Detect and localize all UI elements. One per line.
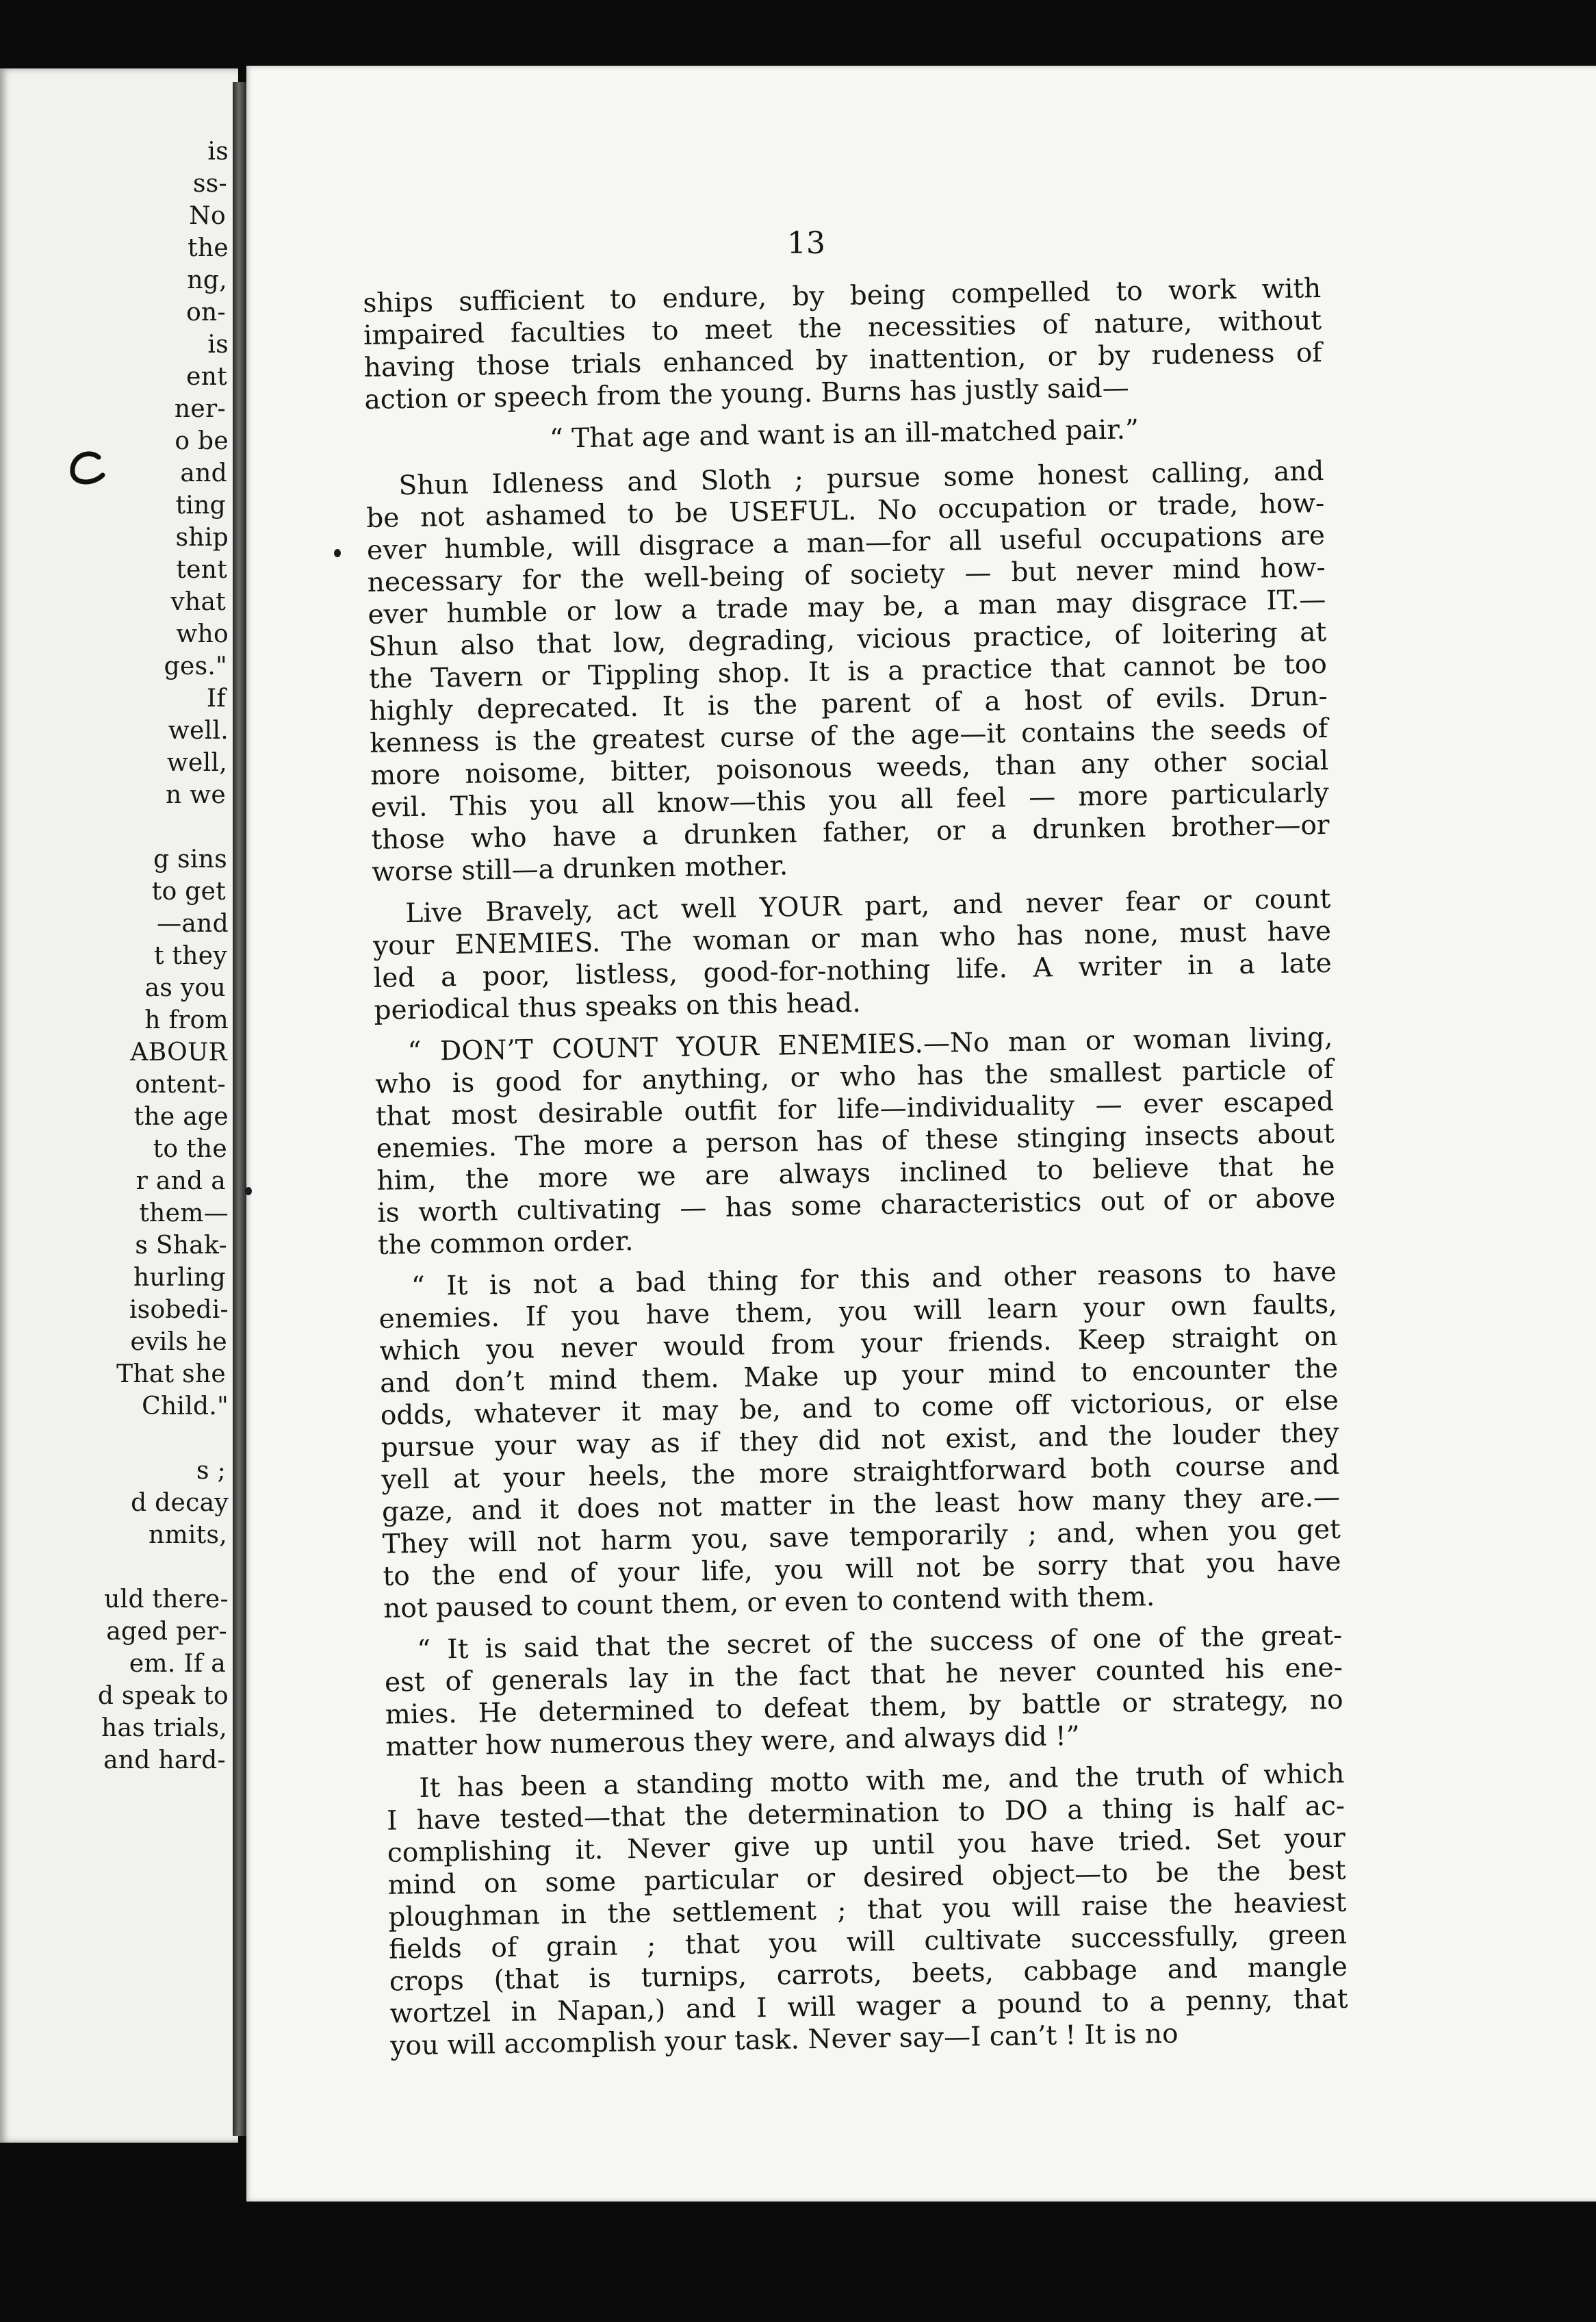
left-page-fragment: vhat (170, 588, 226, 616)
left-page-fragment: em. If a (129, 1650, 226, 1678)
left-page-fragment: aged per- (106, 1618, 227, 1646)
text-line: enemies. The more a person has of these stinging insects about (376, 1118, 1335, 1164)
text-line: odds, whatever it may be, and to come off victorious, or else (380, 1385, 1339, 1431)
text-line: your ENEMIES. The woman or man who has none, must have (372, 915, 1332, 962)
text-line: enemies. If you have them, you will learn your own faults, (378, 1288, 1337, 1335)
left-page-fragment: and (180, 459, 227, 487)
left-page-fragment: n we (166, 781, 226, 809)
left-page-fragment: hurling (133, 1264, 226, 1292)
text-line: ever humble or low a trade may be, a man may disgrace IT.— (368, 584, 1326, 630)
text-line: you will accomplish your task. Never say—I can’t ! It is no (390, 2018, 1179, 2062)
body-text (363, 272, 1349, 2072)
text-line: led a poor, listless, good-for-nothing life. A writer in a late (373, 947, 1333, 994)
text-line: Live Bravely, act well YOUR part, and never fear or count (405, 883, 1331, 930)
left-page-fragment: ges." (164, 652, 227, 680)
text-line: I have tested—that the determination to DO a thing is half ac- (386, 1790, 1346, 1837)
ink-dot (334, 549, 341, 557)
paragraph (374, 1021, 1336, 1262)
text-line: worse still—a drunken mother. (372, 850, 788, 888)
text-line: mies. He determined to defeat them, by battle or strategy, no (385, 1684, 1343, 1731)
left-page-fragment: uld there- (104, 1585, 229, 1613)
left-page-fragment: on- (186, 298, 226, 327)
left-page-fragment: ss- (192, 170, 227, 198)
left-page-fragment: o be (175, 427, 229, 455)
paragraph (363, 272, 1323, 416)
left-page-fragment: No (189, 202, 226, 230)
text-line: Shun also that low, degrading, vicious practice, of loitering at (368, 616, 1327, 663)
paragraph (386, 1758, 1348, 2063)
text-line: those who have a drunken father, or a drunken brother—or (371, 809, 1330, 856)
text-line: It has been a standing motto with me, and the truth of which (419, 1758, 1345, 1804)
left-page-fragment: d speak to (97, 1682, 229, 1710)
text-line: to the end of your life, you will not be sorry that you have (383, 1546, 1341, 1592)
text-line: him, the more we are always inclined to believe that he (376, 1150, 1335, 1197)
page-number: 13 (787, 226, 825, 261)
text-line: fields of grain ; that you will cultivate successfully, green (388, 1919, 1348, 1965)
left-page-fragment: the (188, 234, 229, 262)
text-line: wortzel in Napan,) and I will wager a pound to a penny, that (389, 1983, 1348, 2030)
ink-dot (245, 1187, 252, 1195)
left-page-fragment: and hard- (103, 1746, 226, 1774)
left-page-fragment: —and (157, 910, 229, 938)
quotation-line: “ That age and want is an ill-matched pair.” (549, 414, 1140, 455)
page-fold (233, 82, 248, 2136)
left-page-fragment: Child." (142, 1392, 229, 1420)
left-page-fragment: h from (144, 1006, 229, 1034)
left-page-fragment: ABOUR (130, 1038, 227, 1067)
left-page-fragment: well. (168, 717, 229, 745)
left-page-fragment: nmits, (148, 1521, 227, 1549)
left-page-fragment: t they (153, 942, 227, 970)
left-page-fragment: is (207, 331, 229, 359)
paragraph (365, 455, 1330, 889)
text-line: who is good for anything, or who has the smallest particle of (374, 1054, 1334, 1100)
left-page-fragment: isobedi- (129, 1296, 229, 1324)
text-line: “ It is not a bad thing for this and other reasons to have (411, 1256, 1337, 1303)
left-page-fragment: who (176, 620, 229, 648)
left-page-fragment: s Shak- (135, 1232, 227, 1260)
left-page-fragment: ting (175, 492, 226, 520)
paragraph (372, 883, 1333, 1027)
left-page-fragment: evils he (130, 1328, 227, 1356)
text-line: periodical thus speaks on this head. (374, 987, 862, 1026)
text-line: matter how numerous they were, and always did !” (385, 1720, 1080, 1763)
text-line: and don’t mind them. Make up your mind to encounter the (379, 1353, 1339, 1399)
left-page-fragment: the age (133, 1103, 229, 1131)
text-line: which you never would from your friends. Keep straight on (379, 1321, 1338, 1367)
left-page-fragment: to the (153, 1135, 227, 1163)
left-page-fragment: ng, (187, 266, 227, 294)
left-page-fragment: tent (176, 556, 227, 584)
text-line: that most desirable outfit for life—individuality — ever escaped (375, 1086, 1335, 1132)
text-line: “ It is said that the secret of the success of one of the great- (416, 1620, 1343, 1666)
left-page-fragment: ontent- (135, 1071, 226, 1099)
text-line: highly deprecated. It is the parent of a host of evils. Drun- (369, 680, 1328, 727)
left-page-fragment: has trials, (101, 1714, 227, 1742)
left-page-fragment: ner- (174, 395, 226, 423)
text-line: action or speech from the young. Burns has justly said— (364, 372, 1130, 416)
left-page-fragment: That she (116, 1360, 226, 1388)
text-line: ploughman in the settlement ; that you will raise the heaviest (388, 1887, 1347, 1933)
text-line: kenness is the greatest curse of the age—it contains the seeds of (370, 713, 1328, 759)
text-line: ever humble, will disgrace a man—for all useful occupations are (366, 520, 1326, 566)
left-page-fragment: to get (151, 878, 226, 906)
handwritten-c-mark (63, 445, 111, 493)
text-line: evil. This you all know—this you all feel — more particularly (370, 777, 1330, 824)
text-line: the common order. (377, 1225, 634, 1261)
paragraph (384, 1620, 1344, 1763)
left-page-fragment: d decay (131, 1489, 229, 1517)
left-page-fragment: ent (186, 363, 227, 391)
text-line: ships sufficient to endure, by being compelled to work with (363, 273, 1322, 319)
text-line: “ DON’T COUNT YOUR ENEMIES.—No man or woman living, (407, 1021, 1333, 1068)
left-page-fragment: is (207, 138, 229, 166)
text-line: complishing it. Never give up until you have tried. Set your (387, 1822, 1346, 1869)
left-page (0, 68, 238, 2143)
text-line: crops (that is turnips, carrots, beets, cabbage and mangle (389, 1951, 1348, 1998)
left-page-fragment: If (206, 685, 226, 713)
text-line: be not ashamed to be USEFUL. No occupation or trade, how- (365, 487, 1325, 534)
left-page-fragment: s ; (196, 1457, 226, 1485)
text-line: having those trials enhanced by inattention, or by rudeness of (363, 337, 1323, 383)
text-line: mind on some particular or desired object—to be the best (387, 1854, 1346, 1901)
left-page-fragment: g sins (153, 845, 227, 873)
paragraph (378, 1256, 1342, 1625)
left-page-fragment: them— (139, 1199, 229, 1227)
text-line: necessary for the well-being of society — but never mind how- (367, 552, 1326, 598)
text-line: not paused to count them, or even to contend with them. (383, 1581, 1155, 1624)
text-line: Shun Idleness and Sloth ; pursue some honest calling, and (398, 455, 1324, 502)
text-line: the Tavern or Tippling shop. It is a practice that cannot be too (368, 648, 1328, 695)
text-line: pursue your way as if they did not exist, and the louder they (381, 1417, 1339, 1464)
text-line: est of generals lay in the fact that he never counted his ene- (384, 1652, 1343, 1698)
text-line: more noisome, bitter, poisonous weeds, than any other social (370, 745, 1329, 791)
text-line: gaze, and it does not matter in the least how many they are.— (381, 1481, 1341, 1528)
text-line: They will not harm you, save temporarily ; and, when you get (382, 1514, 1341, 1560)
left-page-fragment: as you (144, 974, 226, 1002)
text-line: yell at your heels, the more straightforward both course and (381, 1449, 1340, 1496)
text-line: impaired faculties to meet the necessities of nature, without (363, 305, 1322, 351)
text-line: is worth cultivating — has some characteristics out of or above (376, 1182, 1336, 1229)
left-page-fragment: well, (166, 749, 227, 777)
left-page-fragment: ship (175, 524, 229, 552)
left-page-fragment: r and a (136, 1167, 226, 1195)
